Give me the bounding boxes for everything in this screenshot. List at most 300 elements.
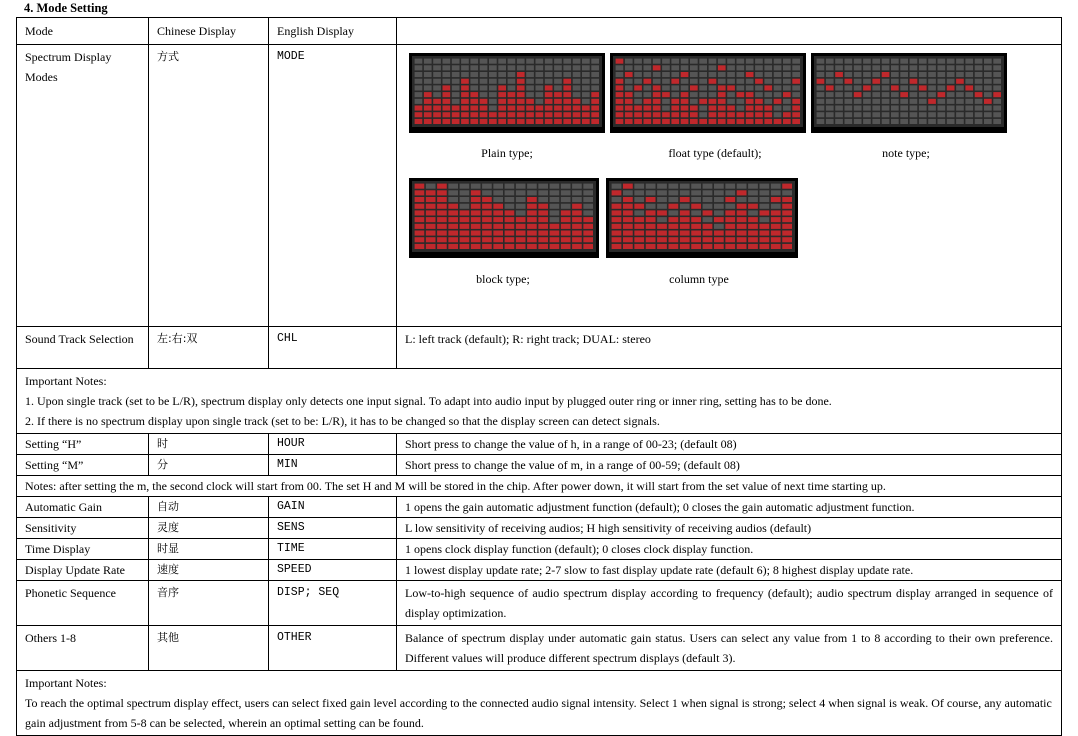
led-cell [526, 92, 534, 97]
led-cell [845, 112, 853, 117]
led-cell [727, 79, 735, 84]
led-cell [426, 204, 436, 209]
chinese-cell: 时 [149, 434, 269, 455]
led-cell [714, 204, 724, 209]
led-cell [572, 244, 582, 249]
led-cell [415, 217, 425, 222]
led-cell [437, 231, 447, 236]
led-cell [526, 119, 534, 124]
led-cell [426, 210, 436, 215]
led-cell [415, 92, 423, 97]
led-cell [835, 79, 843, 84]
led-cell [782, 217, 792, 222]
led-cell [415, 72, 423, 77]
led-cell [554, 119, 562, 124]
mode-cell: Setting “H” [17, 434, 149, 455]
led-cell [681, 79, 689, 84]
led-cell [699, 65, 707, 70]
led-cell [928, 119, 936, 124]
led-cell [573, 106, 581, 111]
led-cell [634, 197, 644, 202]
english-cell: OTHER [269, 626, 397, 671]
led-cell [612, 237, 622, 242]
led-cell [826, 85, 834, 90]
led-cell [709, 92, 717, 97]
led-cell [891, 59, 899, 64]
led-cell [550, 224, 560, 229]
led-cell [634, 99, 642, 104]
description-cell: 1 opens clock display function (default); 0 closes clock display function. [397, 539, 1062, 560]
led-cell [718, 79, 726, 84]
led-cell [646, 231, 656, 236]
led-cell [498, 112, 506, 117]
led-cell [817, 92, 825, 97]
led-cell [975, 72, 983, 77]
led-cell [919, 72, 927, 77]
led-cell [671, 106, 679, 111]
led-cell [452, 99, 460, 104]
led-cell [583, 210, 593, 215]
led-cell [505, 217, 515, 222]
led-cell [854, 59, 862, 64]
led-cell [489, 106, 497, 111]
led-cell [691, 197, 701, 202]
led-cell [623, 217, 633, 222]
led-cell [623, 184, 633, 189]
led-cell [526, 106, 534, 111]
led-cell [891, 112, 899, 117]
led-cell [433, 112, 441, 117]
led-cell [680, 244, 690, 249]
led-cell [681, 106, 689, 111]
chinese-cell: 自动 [149, 497, 269, 518]
description-cell: Short press to change the value of m, in a range of 00-59; (default 08) [397, 455, 1062, 476]
led-cell [554, 106, 562, 111]
led-cell [792, 79, 800, 84]
led-cell [657, 210, 667, 215]
led-cell [919, 112, 927, 117]
led-cell [517, 79, 525, 84]
led-cell [928, 99, 936, 104]
led-cell [625, 92, 633, 97]
led-cell [746, 85, 754, 90]
led-cell [668, 184, 678, 189]
led-cell [415, 244, 425, 249]
led-cell [437, 197, 447, 202]
led-cell [508, 92, 516, 97]
led-cell [616, 99, 624, 104]
led-cell [493, 197, 503, 202]
led-cell [910, 99, 918, 104]
led-cell [984, 79, 992, 84]
led-cell [480, 85, 488, 90]
led-cell [919, 106, 927, 111]
led-cell [826, 106, 834, 111]
led-cell [863, 59, 871, 64]
led-cell [493, 237, 503, 242]
led-cell [527, 217, 537, 222]
led-cell [508, 59, 516, 64]
led-cell [545, 99, 553, 104]
led-cell [725, 197, 735, 202]
led-cell [573, 112, 581, 117]
led-cell [550, 190, 560, 195]
led-cell [644, 106, 652, 111]
led-cell [792, 106, 800, 111]
led-cell [956, 106, 964, 111]
led-cell [826, 59, 834, 64]
led-cell [680, 204, 690, 209]
led-cell [460, 217, 470, 222]
led-cell [900, 99, 908, 104]
led-cell [956, 99, 964, 104]
led-cell [993, 112, 1001, 117]
led-cell [634, 184, 644, 189]
led-cell [448, 244, 458, 249]
led-cell [984, 99, 992, 104]
led-cell [709, 79, 717, 84]
led-cell [561, 190, 571, 195]
led-cell [460, 190, 470, 195]
led-cell [671, 72, 679, 77]
led-cell [975, 106, 983, 111]
led-cell [863, 79, 871, 84]
led-cell [835, 112, 843, 117]
led-cell [480, 119, 488, 124]
led-cell [545, 59, 553, 64]
led-cell [699, 106, 707, 111]
chinese-cell: 速度 [149, 560, 269, 581]
led-cell [737, 210, 747, 215]
led-cell [771, 204, 781, 209]
led-cell [900, 85, 908, 90]
led-cell [437, 210, 447, 215]
english-cell: MODE [269, 45, 397, 327]
led-cell [461, 72, 469, 77]
led-cell [681, 99, 689, 104]
led-cell [746, 92, 754, 97]
led-cell [583, 217, 593, 222]
led-cell [718, 72, 726, 77]
led-cell [919, 79, 927, 84]
led-cell [489, 119, 497, 124]
led-cell [782, 237, 792, 242]
led-cell [424, 112, 432, 117]
led-cell [774, 112, 782, 117]
mode-cell: Time Display [17, 539, 149, 560]
led-cell [891, 106, 899, 111]
led-cell [755, 112, 763, 117]
led-cell [835, 106, 843, 111]
led-cell [681, 112, 689, 117]
led-cell [572, 204, 582, 209]
led-cell [527, 197, 537, 202]
led-cell [563, 85, 571, 90]
led-cell [910, 112, 918, 117]
led-cell [737, 106, 745, 111]
led-cell [563, 92, 571, 97]
led-cell [460, 231, 470, 236]
led-cell [470, 119, 478, 124]
led-cell [759, 224, 769, 229]
english-cell: SENS [269, 518, 397, 539]
led-cell [471, 190, 481, 195]
led-cell [516, 197, 526, 202]
led-cell [536, 65, 544, 70]
led-cell [993, 119, 1001, 124]
led-cell [536, 79, 544, 84]
led-cell [764, 72, 772, 77]
important-notes-track [17, 369, 1062, 434]
led-cell [727, 112, 735, 117]
led-cell [583, 244, 593, 249]
led-cell [737, 204, 747, 209]
led-cell [891, 72, 899, 77]
led-cell [582, 106, 590, 111]
led-cell [612, 217, 622, 222]
led-cell [854, 72, 862, 77]
led-cell [759, 231, 769, 236]
led-cell [727, 92, 735, 97]
led-cell [625, 119, 633, 124]
led-cell [448, 197, 458, 202]
led-cell [452, 72, 460, 77]
led-cell [433, 99, 441, 104]
led-cell [817, 65, 825, 70]
led-cell [461, 99, 469, 104]
led-cell [792, 59, 800, 64]
led-cell [746, 119, 754, 124]
led-cell [984, 72, 992, 77]
led-cell [854, 79, 862, 84]
led-cell [583, 237, 593, 242]
led-cell [443, 92, 451, 97]
description-cell: L low sensitivity of receiving audios; H high sensitivity of receiving audios (default) [397, 518, 1062, 539]
led-cell [835, 99, 843, 104]
led-cell [668, 237, 678, 242]
led-cell [644, 119, 652, 124]
led-cell [691, 210, 701, 215]
led-cell [482, 204, 492, 209]
led-cell [755, 65, 763, 70]
led-cell [489, 85, 497, 90]
led-cell [461, 106, 469, 111]
led-cell [938, 99, 946, 104]
led-cell [470, 59, 478, 64]
led-cell [727, 85, 735, 90]
led-cell [709, 119, 717, 124]
led-cell [505, 231, 515, 236]
led-cell [928, 106, 936, 111]
led-cell [975, 85, 983, 90]
led-cell [900, 92, 908, 97]
led-cell [623, 231, 633, 236]
led-cell [681, 65, 689, 70]
led-cell [572, 197, 582, 202]
led-cell [668, 197, 678, 202]
led-cell [764, 59, 772, 64]
led-cell [755, 99, 763, 104]
led-cell [443, 112, 451, 117]
led-cell [817, 112, 825, 117]
led-cell [826, 92, 834, 97]
led-cell [657, 224, 667, 229]
led-cell [928, 85, 936, 90]
led-cell [644, 92, 652, 97]
led-cell [947, 99, 955, 104]
led-cell [480, 92, 488, 97]
led-cell [984, 119, 992, 124]
led-cell [415, 119, 423, 124]
led-cell [748, 190, 758, 195]
led-cell [554, 65, 562, 70]
led-cell [891, 65, 899, 70]
led-cell [817, 106, 825, 111]
led-cell [882, 106, 890, 111]
led-cell [653, 59, 661, 64]
led-cell [653, 65, 661, 70]
led-cell [928, 92, 936, 97]
led-cell [863, 85, 871, 90]
led-cell [947, 85, 955, 90]
led-cell [891, 99, 899, 104]
led-cell [470, 92, 478, 97]
led-cell [443, 85, 451, 90]
led-cell [891, 119, 899, 124]
led-cell [583, 184, 593, 189]
led-cell [764, 99, 772, 104]
led-cell [718, 65, 726, 70]
description-cell: 1 opens the gain automatic adjustment function (default); 0 closes the gain automatic adjustment function. [397, 497, 1062, 518]
led-cell [681, 119, 689, 124]
led-cell [493, 190, 503, 195]
led-cell [498, 106, 506, 111]
led-cell [527, 210, 537, 215]
led-cell [634, 59, 642, 64]
led-cell [527, 244, 537, 249]
led-cell [703, 231, 713, 236]
led-cell [452, 59, 460, 64]
caption-note: note type; [882, 146, 930, 160]
led-cell [498, 119, 506, 124]
led-cell [910, 65, 918, 70]
led-cell [764, 85, 772, 90]
led-cell [452, 79, 460, 84]
led-cell [900, 72, 908, 77]
led-cell [573, 92, 581, 97]
led-cell [783, 112, 791, 117]
led-cell [426, 197, 436, 202]
led-cell [545, 112, 553, 117]
led-cell [573, 65, 581, 70]
led-cell [646, 197, 656, 202]
led-cell [616, 72, 624, 77]
led-cell [480, 65, 488, 70]
table-row [17, 434, 1062, 455]
led-cell [517, 72, 525, 77]
led-cell [690, 106, 698, 111]
led-cell [863, 106, 871, 111]
led-cell [545, 92, 553, 97]
led-cell [470, 112, 478, 117]
led-cell [748, 231, 758, 236]
led-cell [782, 197, 792, 202]
led-cell [681, 72, 689, 77]
led-cell [727, 106, 735, 111]
led-cell [714, 224, 724, 229]
led-cell [461, 92, 469, 97]
spectrum-row [17, 45, 1062, 327]
led-cell [536, 119, 544, 124]
led-cell [662, 79, 670, 84]
led-cell [826, 65, 834, 70]
led-cell [582, 72, 590, 77]
led-cell [910, 92, 918, 97]
led-cell [505, 224, 515, 229]
led-cell [646, 244, 656, 249]
led-cell [561, 184, 571, 189]
led-cell [817, 72, 825, 77]
led-cell [415, 59, 423, 64]
led-cell [498, 65, 506, 70]
led-cell [919, 59, 927, 64]
led-cell [554, 59, 562, 64]
led-cell [718, 92, 726, 97]
led-cell [426, 244, 436, 249]
led-cell [938, 65, 946, 70]
led-cell [900, 59, 908, 64]
led-cell [634, 237, 644, 242]
led-cell [498, 99, 506, 104]
led-cell [625, 65, 633, 70]
led-cell [582, 99, 590, 104]
led-cell [845, 79, 853, 84]
led-cell [493, 231, 503, 236]
led-cell [612, 204, 622, 209]
column-type-display [606, 178, 798, 258]
led-cell [538, 231, 548, 236]
led-cell [748, 210, 758, 215]
led-cell [653, 119, 661, 124]
led-cell [415, 237, 425, 242]
led-cell [671, 99, 679, 104]
chinese-cell: 灵度 [149, 518, 269, 539]
led-cell [489, 72, 497, 77]
led-cell [538, 217, 548, 222]
led-cell [591, 85, 599, 90]
section-heading: 4. Mode Setting [24, 1, 108, 15]
led-cell [538, 237, 548, 242]
led-cell [517, 106, 525, 111]
led-cell [572, 237, 582, 242]
led-cell [746, 59, 754, 64]
led-cell [433, 85, 441, 90]
led-cell [690, 112, 698, 117]
led-cell [845, 65, 853, 70]
led-cell [437, 224, 447, 229]
led-cell [493, 210, 503, 215]
led-cell [965, 112, 973, 117]
led-cell [591, 65, 599, 70]
led-cell [508, 119, 516, 124]
led-cell [755, 85, 763, 90]
led-cell [437, 184, 447, 189]
led-cell [433, 65, 441, 70]
led-cell [471, 231, 481, 236]
led-cell [517, 65, 525, 70]
led-cell [493, 224, 503, 229]
led-cell [480, 79, 488, 84]
